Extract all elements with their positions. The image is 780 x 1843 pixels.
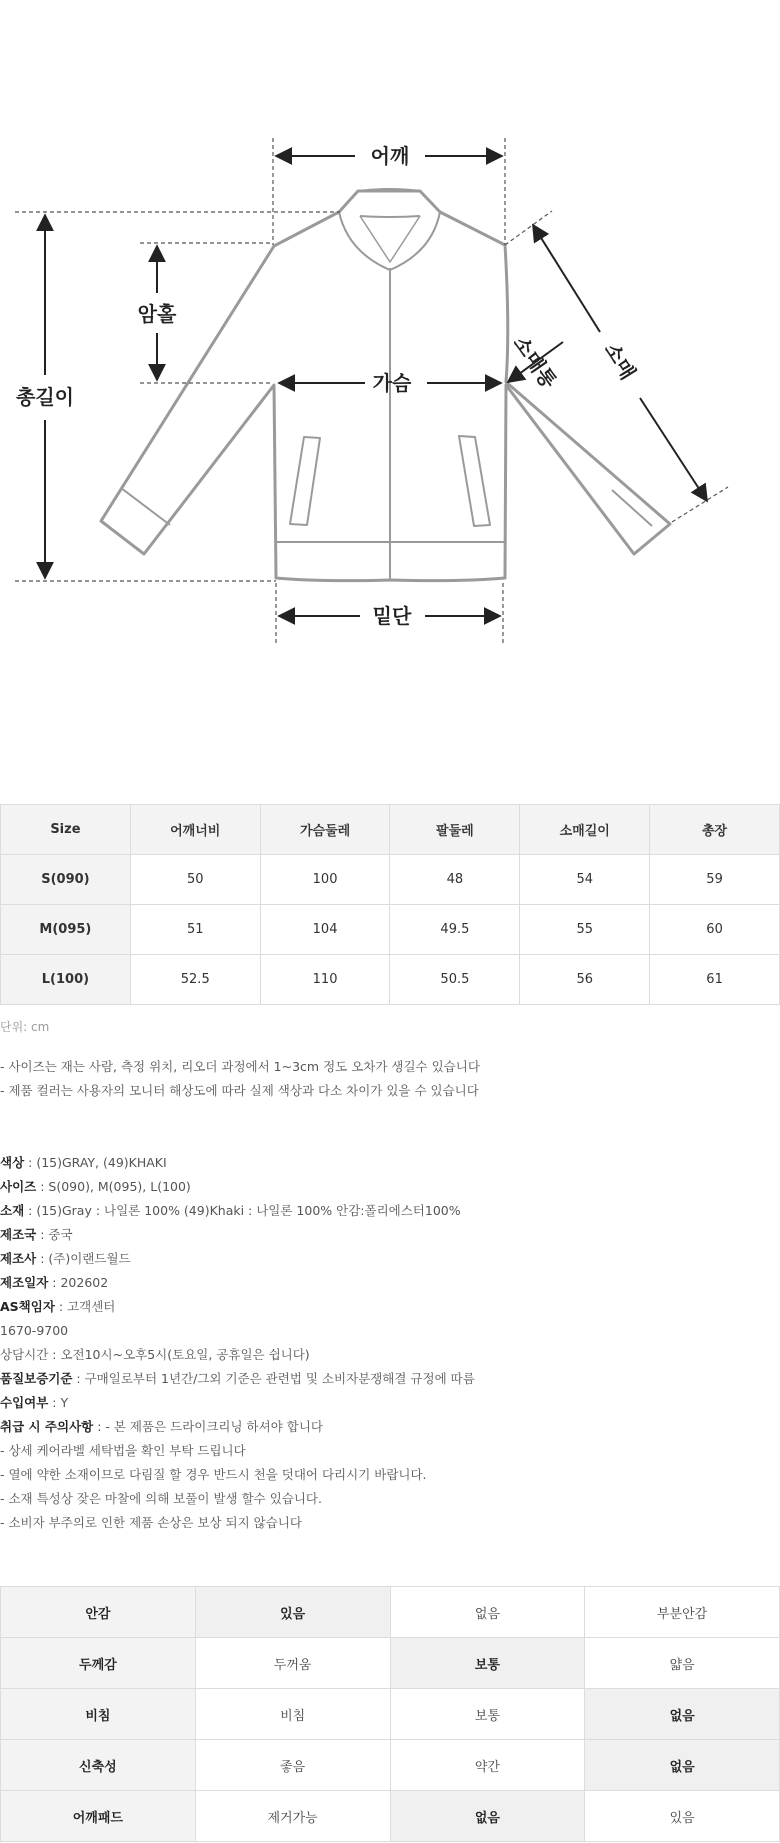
info-value: : S(090), M(095), L(100) (36, 1179, 191, 1194)
info-line (0, 1415, 475, 1439)
info-label: 제조일자 (0, 1275, 49, 1290)
fabric-option: 두꺼움 (195, 1638, 390, 1689)
header-sleeve-length: 소매길이 (520, 805, 650, 855)
info-value: : (주)이랜드월드 (36, 1251, 131, 1266)
info-line (0, 1439, 475, 1463)
info-line (0, 1247, 475, 1271)
info-value: : (15)GRAY, (49)KHAKI (24, 1155, 167, 1170)
table-row (1, 955, 780, 1005)
fabric-option: 보통 (390, 1689, 585, 1740)
table-row (1, 855, 780, 905)
fabric-option: 제거가능 (195, 1791, 390, 1842)
fabric-row-label: 두께감 (1, 1638, 196, 1689)
table-cell: 60 (650, 905, 780, 955)
fabric-row-stretch (1, 1740, 780, 1791)
header-shoulder-width: 어깨너비 (130, 805, 260, 855)
fabric-option: 얇음 (585, 1638, 780, 1689)
fabric-option: 없음 (585, 1740, 780, 1791)
note-line: - 제품 컬러는 사용자의 모니터 해상도에 따라 실제 색상과 다소 차이가 있을 수 있습니다 (0, 1083, 479, 1098)
sleeve-width-label: 소매통 (508, 331, 562, 393)
note-line: - 사이즈는 재는 사람, 측정 위치, 리오더 과정에서 1~3cm 정도 오차가 생길수 있습니다 (0, 1059, 480, 1074)
armhole-label: 암홀 (137, 302, 177, 326)
sleeve-arrow-up (533, 225, 600, 332)
info-value: - 상세 케어라벨 세탁법을 확인 부탁 드립니다 (0, 1443, 246, 1458)
size-table-header-row (1, 805, 780, 855)
info-value: - 열에 약한 소재이므로 다림질 할 경우 반드시 천을 덧대어 다리시기 바랍니다. (0, 1467, 427, 1482)
table-cell: 50.5 (390, 955, 520, 1005)
header-chest: 가슴둘레 (260, 805, 390, 855)
jacket-measurement-diagram (0, 0, 780, 790)
table-cell: 51 (130, 905, 260, 955)
hem-label: 밑단 (372, 604, 412, 628)
info-value: 상담시간 : 오전10시~오후5시(토요일, 공휴일은 쉽니다) (0, 1347, 310, 1362)
info-label: 취급 시 주의사항 (0, 1419, 94, 1434)
fabric-option: 있음 (195, 1587, 390, 1638)
fabric-row-lining (1, 1587, 780, 1638)
info-line (0, 1223, 475, 1247)
shoulder-label: 어깨 (370, 144, 410, 168)
info-line (0, 1463, 475, 1487)
table-cell: 56 (520, 955, 650, 1005)
fabric-row-label: 신축성 (1, 1740, 196, 1791)
info-value: 1670-9700 (0, 1323, 69, 1338)
header-arm-circumference: 팔둘레 (390, 805, 520, 855)
sleeve-arrow-down (640, 398, 707, 501)
info-label: 사이즈 (0, 1179, 37, 1194)
info-value: : Y (48, 1395, 69, 1410)
info-label: AS책임자 (0, 1299, 55, 1314)
info-line (0, 1367, 475, 1391)
fabric-row-sheerness (1, 1689, 780, 1740)
info-label: 수입여부 (0, 1395, 49, 1410)
fabric-row-label: 비침 (1, 1689, 196, 1740)
unit-label: 단위: cm (0, 1020, 50, 1034)
info-value: : 중국 (36, 1227, 73, 1242)
info-line (0, 1391, 475, 1415)
table-cell: 54 (520, 855, 650, 905)
info-label: 소재 (0, 1203, 25, 1218)
table-cell: 52.5 (130, 955, 260, 1005)
table-cell: 49.5 (390, 905, 520, 955)
table-cell: 59 (650, 855, 780, 905)
fabric-row-shoulder-pad (1, 1791, 780, 1842)
size-cell: M(095) (1, 905, 131, 955)
header-size: Size (1, 805, 131, 855)
fabric-option: 없음 (390, 1791, 585, 1842)
table-row (1, 905, 780, 955)
table-cell: 50 (130, 855, 260, 905)
fabric-attribute-table (0, 1586, 780, 1842)
fabric-row-label: 안감 (1, 1587, 196, 1638)
info-label: 품질보증기준 (0, 1371, 73, 1386)
info-line (0, 1487, 475, 1511)
size-notes (0, 1055, 480, 1103)
fabric-option: 있음 (585, 1791, 780, 1842)
guide-lines (15, 138, 728, 645)
size-table (0, 804, 780, 1005)
fabric-option: 없음 (585, 1689, 780, 1740)
table-cell: 100 (260, 855, 390, 905)
info-line (0, 1319, 475, 1343)
table-cell: 110 (260, 955, 390, 1005)
info-label: 제조사 (0, 1251, 37, 1266)
info-value: : 고객센터 (54, 1299, 116, 1314)
fabric-option: 없음 (390, 1587, 585, 1638)
fabric-row-thickness (1, 1638, 780, 1689)
fabric-option: 보통 (390, 1638, 585, 1689)
size-cell: L(100) (1, 955, 131, 1005)
size-cell: S(090) (1, 855, 131, 905)
info-value: : 202602 (48, 1275, 109, 1290)
info-line (0, 1175, 475, 1199)
table-cell: 104 (260, 905, 390, 955)
info-value: - 소비자 부주의로 인한 제품 손상은 보상 되지 않습니다 (0, 1515, 302, 1530)
info-line (0, 1295, 475, 1319)
fabric-option: 좋음 (195, 1740, 390, 1791)
fabric-row-label: 어깨패드 (1, 1791, 196, 1842)
info-line (0, 1151, 475, 1175)
table-cell: 55 (520, 905, 650, 955)
info-label: 색상 (0, 1155, 25, 1170)
total-length-label: 총길이 (16, 385, 74, 409)
info-line (0, 1271, 475, 1295)
fabric-option: 비침 (195, 1689, 390, 1740)
info-value: : - 본 제품은 드라이크리닝 하셔야 합니다 (93, 1419, 323, 1434)
info-line (0, 1199, 475, 1223)
info-label: 제조국 (0, 1227, 37, 1242)
chest-label: 가슴 (372, 371, 412, 395)
table-cell: 48 (390, 855, 520, 905)
info-line (0, 1343, 475, 1367)
table-cell: 61 (650, 955, 780, 1005)
fabric-option: 약간 (390, 1740, 585, 1791)
info-value: - 소재 특성상 잦은 마찰에 의해 보풀이 발생 할수 있습니다. (0, 1491, 322, 1506)
fabric-option: 부분안감 (585, 1587, 780, 1638)
info-value: : 구매일로부터 1년간/그외 기준은 관련법 및 소비자분쟁해결 규정에 따름 (72, 1371, 475, 1386)
header-total-length: 총장 (650, 805, 780, 855)
info-value: : (15)Gray : 나일론 100% (49)Khaki : 나일론 100% 안감:폴리에스터100% (24, 1203, 461, 1218)
info-line (0, 1511, 475, 1535)
sleeve-label: 소매 (599, 338, 641, 384)
product-info (0, 1151, 475, 1535)
